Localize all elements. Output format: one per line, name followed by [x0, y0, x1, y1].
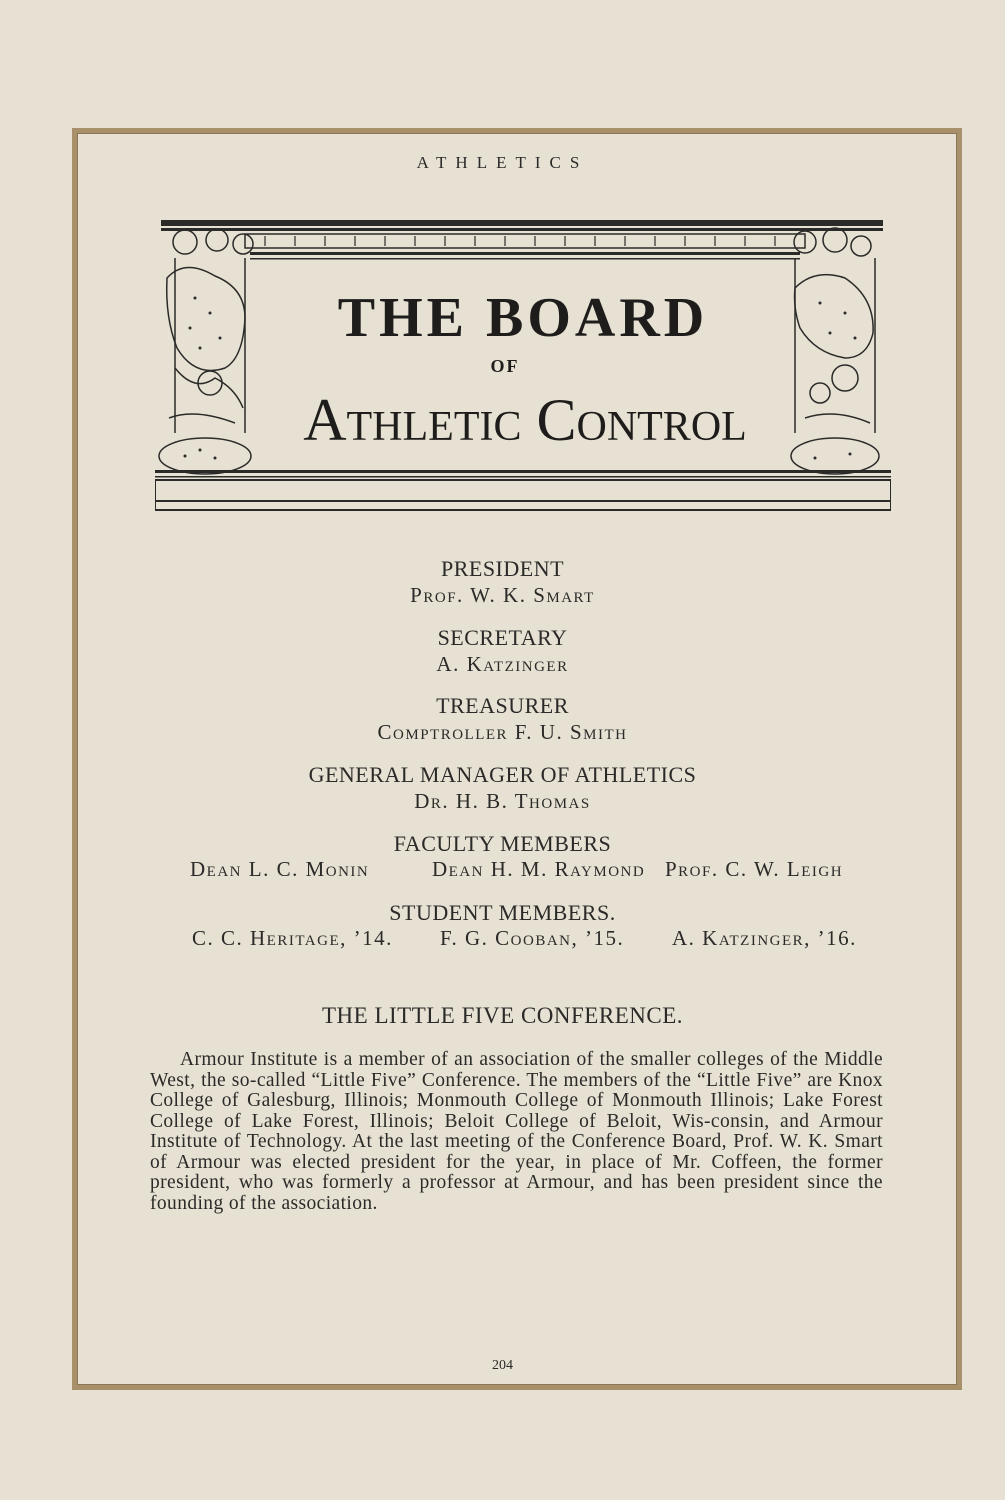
banner-of: OF	[490, 356, 520, 376]
officer-general-manager	[0, 762, 1005, 814]
officer-name: Prof. W. K. Smart	[410, 583, 595, 607]
officer-role: PRESIDENT	[440, 556, 565, 581]
page-number: 204	[492, 1358, 513, 1373]
officer-role: GENERAL MANAGER OF ATHLETICS	[308, 762, 697, 787]
officer-role: TREASURER	[436, 693, 569, 718]
officer-name: Dr. H. B. Thomas	[414, 789, 591, 813]
banner-subtitle: Athletic Control	[303, 387, 747, 453]
faculty-member: Prof. C. W. Leigh	[665, 857, 844, 881]
student-member: F. G. Cooban, ’15.	[440, 926, 625, 950]
banner-title: THE BOARD	[337, 287, 709, 349]
officer-name: Comptroller F. U. Smith	[377, 720, 628, 744]
faculty-member: Dean H. M. Raymond	[432, 857, 646, 881]
officer-role: SECRETARY	[437, 625, 568, 650]
officer-name: A. Katzinger	[436, 652, 569, 676]
student-member: A. Katzinger, ’16.	[672, 926, 857, 950]
officer-treasurer	[0, 693, 1005, 745]
faculty-members	[0, 857, 1005, 887]
officer-president	[0, 556, 1005, 608]
conference-paragraph: Armour Institute is a member of an association of the smaller colleges of the Middle West, the so-called “Little Five” Conference. The members of the “Little Five” are Knox College of Galesburg, Illinois; Monmouth College of Monmouth Illinois; Lake Forest College of Lake Forest, Illinois; Beloit College of Beloit, Wis-consin, and Armour Institute of Technology. At the last meeting of the Conference Board, Prof. W. K. Smart of Armour was elected president for the year, in place of Mr. Coffeen, the former president, who was formerly a professor at Armour, and has been president since the founding of the association.	[150, 1049, 883, 1214]
student-members	[0, 926, 1005, 956]
title-banner	[155, 218, 891, 513]
faculty-heading: FACULTY MEMBERS	[393, 831, 612, 856]
conference-heading: THE LITTLE FIVE CONFERENCE.	[321, 1003, 683, 1028]
faculty-member: Dean L. C. Monin	[190, 857, 370, 881]
student-heading: STUDENT MEMBERS.	[389, 900, 616, 925]
student-member: C. C. Heritage, ’14.	[192, 926, 393, 950]
running-head: ATHLETICS	[416, 153, 589, 172]
officer-secretary	[0, 625, 1005, 677]
